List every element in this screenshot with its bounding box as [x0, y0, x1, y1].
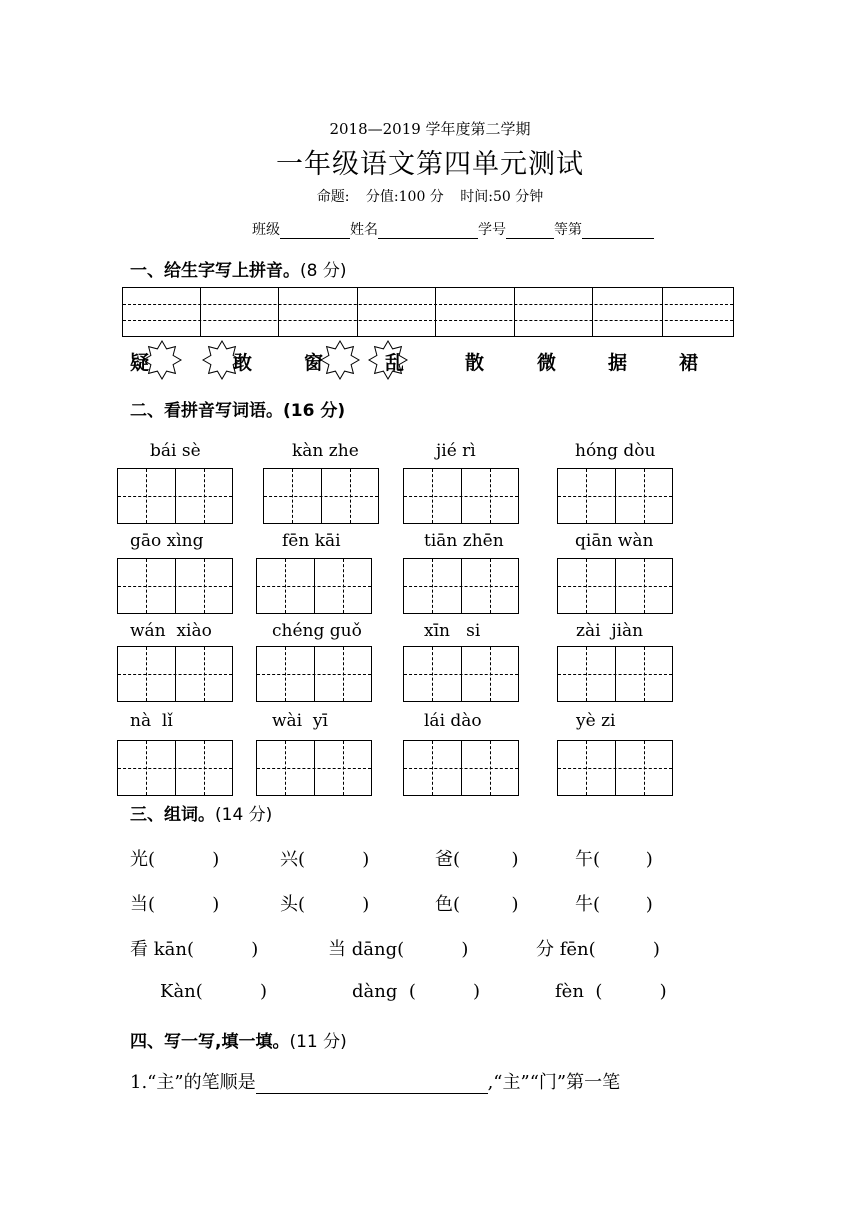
stroke-order-blank[interactable]	[256, 1073, 488, 1094]
section3-heading	[130, 800, 272, 825]
word-group-item[interactable]: 分 fēn( )	[536, 939, 660, 960]
word-group-item[interactable]: 兴( )	[280, 849, 370, 870]
char-luan: 乱	[385, 352, 405, 374]
section4-points: (11 分)	[289, 1032, 347, 1052]
pinyin-label: yè zi	[576, 711, 616, 731]
char-gan: 敢	[233, 352, 253, 374]
pinyin-label: wán xiào	[130, 621, 212, 641]
writing-box[interactable]	[557, 740, 673, 796]
pinyin-label: hóng dòu	[575, 441, 656, 461]
writing-box[interactable]	[117, 646, 233, 702]
word-group-item[interactable]: 午( )	[575, 849, 653, 870]
pinyin-label: fēn kāi	[282, 531, 341, 551]
word-group-item[interactable]: 当 dāng( )	[328, 939, 469, 960]
pinyin-label: bái sè	[150, 441, 201, 461]
word-group-item[interactable]: dàng ( )	[352, 981, 481, 1002]
star-icon	[320, 340, 360, 380]
name-label: 姓名	[350, 222, 378, 238]
writing-box[interactable]	[557, 558, 673, 614]
writing-box[interactable]	[557, 468, 673, 524]
word-group-item[interactable]: 当( )	[130, 894, 220, 915]
school-year: 2018—2019 学年度第二学期	[329, 120, 531, 138]
grade-label: 等第	[554, 222, 582, 238]
grade-blank[interactable]	[582, 224, 654, 239]
meta-time: 时间:50 分钟	[460, 189, 544, 205]
section1-title: 一、给生字写上拼音。	[130, 261, 300, 281]
question-1	[130, 1068, 620, 1094]
exam-meta	[0, 186, 860, 206]
word-group-item[interactable]: 牛( )	[575, 894, 653, 915]
word-group-item[interactable]: 头( )	[280, 894, 370, 915]
char-san: 散	[465, 352, 485, 374]
section3-points: (14 分)	[215, 805, 273, 825]
writing-box[interactable]	[117, 740, 233, 796]
writing-box[interactable]	[117, 468, 233, 524]
section3-title: 三、组词。	[130, 805, 215, 825]
word-group-item[interactable]: 看 kān( )	[130, 939, 259, 960]
char-qun: 裙	[679, 352, 699, 374]
question-1-prefix: 1.“主”的笔顺是	[130, 1072, 256, 1093]
char-yi: 疑	[130, 352, 150, 374]
writing-box[interactable]	[403, 558, 519, 614]
meta-score: 分值:100 分	[365, 189, 444, 205]
word-group-item[interactable]: 光( )	[130, 849, 220, 870]
pinyin-label: wài yī	[272, 711, 328, 731]
id-label: 学号	[478, 222, 506, 238]
section1-points: (8 分)	[300, 261, 347, 281]
pinyin-label: lái dào	[424, 711, 482, 731]
writing-box[interactable]	[403, 646, 519, 702]
writing-box[interactable]	[256, 740, 372, 796]
pinyin-label: xīn si	[424, 621, 481, 641]
meta-author: 命题:	[316, 189, 350, 205]
word-group-item[interactable]: fèn ( )	[555, 981, 667, 1002]
pinyin-label: zài jiàn	[576, 621, 644, 641]
writing-box[interactable]	[256, 558, 372, 614]
section4-heading	[130, 1027, 347, 1052]
question-1-suffix: ,“主”“门”第一笔	[487, 1072, 621, 1093]
writing-box[interactable]	[263, 468, 379, 524]
pinyin-label: kàn zhe	[292, 441, 359, 461]
section4-title: 四、写一写,填一填。	[130, 1032, 290, 1052]
student-info	[252, 219, 654, 239]
word-group-item[interactable]: Kàn( )	[160, 981, 268, 1002]
pinyin-label: qiān wàn	[575, 531, 654, 551]
writing-box[interactable]	[403, 740, 519, 796]
writing-box[interactable]	[557, 646, 673, 702]
pinyin-label: gāo xìng	[130, 531, 204, 551]
name-blank[interactable]	[378, 224, 478, 239]
writing-box[interactable]	[403, 468, 519, 524]
pinyin-label: nà lǐ	[130, 711, 173, 731]
pinyin-label: jié rì	[436, 441, 476, 461]
char-chuang: 窗	[304, 352, 324, 374]
pinyin-label: chéng guǒ	[272, 621, 362, 641]
page-title: 一年级语文第四单元测试	[276, 149, 584, 180]
writing-box[interactable]	[256, 646, 372, 702]
writing-box[interactable]	[117, 558, 233, 614]
pinyin-label: tiān zhēn	[424, 531, 504, 551]
word-group-item[interactable]: 爸( )	[435, 849, 519, 870]
class-label: 班级	[252, 222, 280, 238]
section2-heading: 二、看拼音写词语。(16 分)	[130, 401, 346, 421]
section1-heading	[130, 256, 346, 281]
char-ju: 据	[608, 352, 628, 374]
char-wei: 微	[537, 352, 557, 374]
word-group-item[interactable]: 色( )	[435, 894, 519, 915]
pinyin-answer-table[interactable]	[122, 287, 734, 337]
class-blank[interactable]	[280, 224, 350, 239]
id-blank[interactable]	[506, 224, 554, 239]
